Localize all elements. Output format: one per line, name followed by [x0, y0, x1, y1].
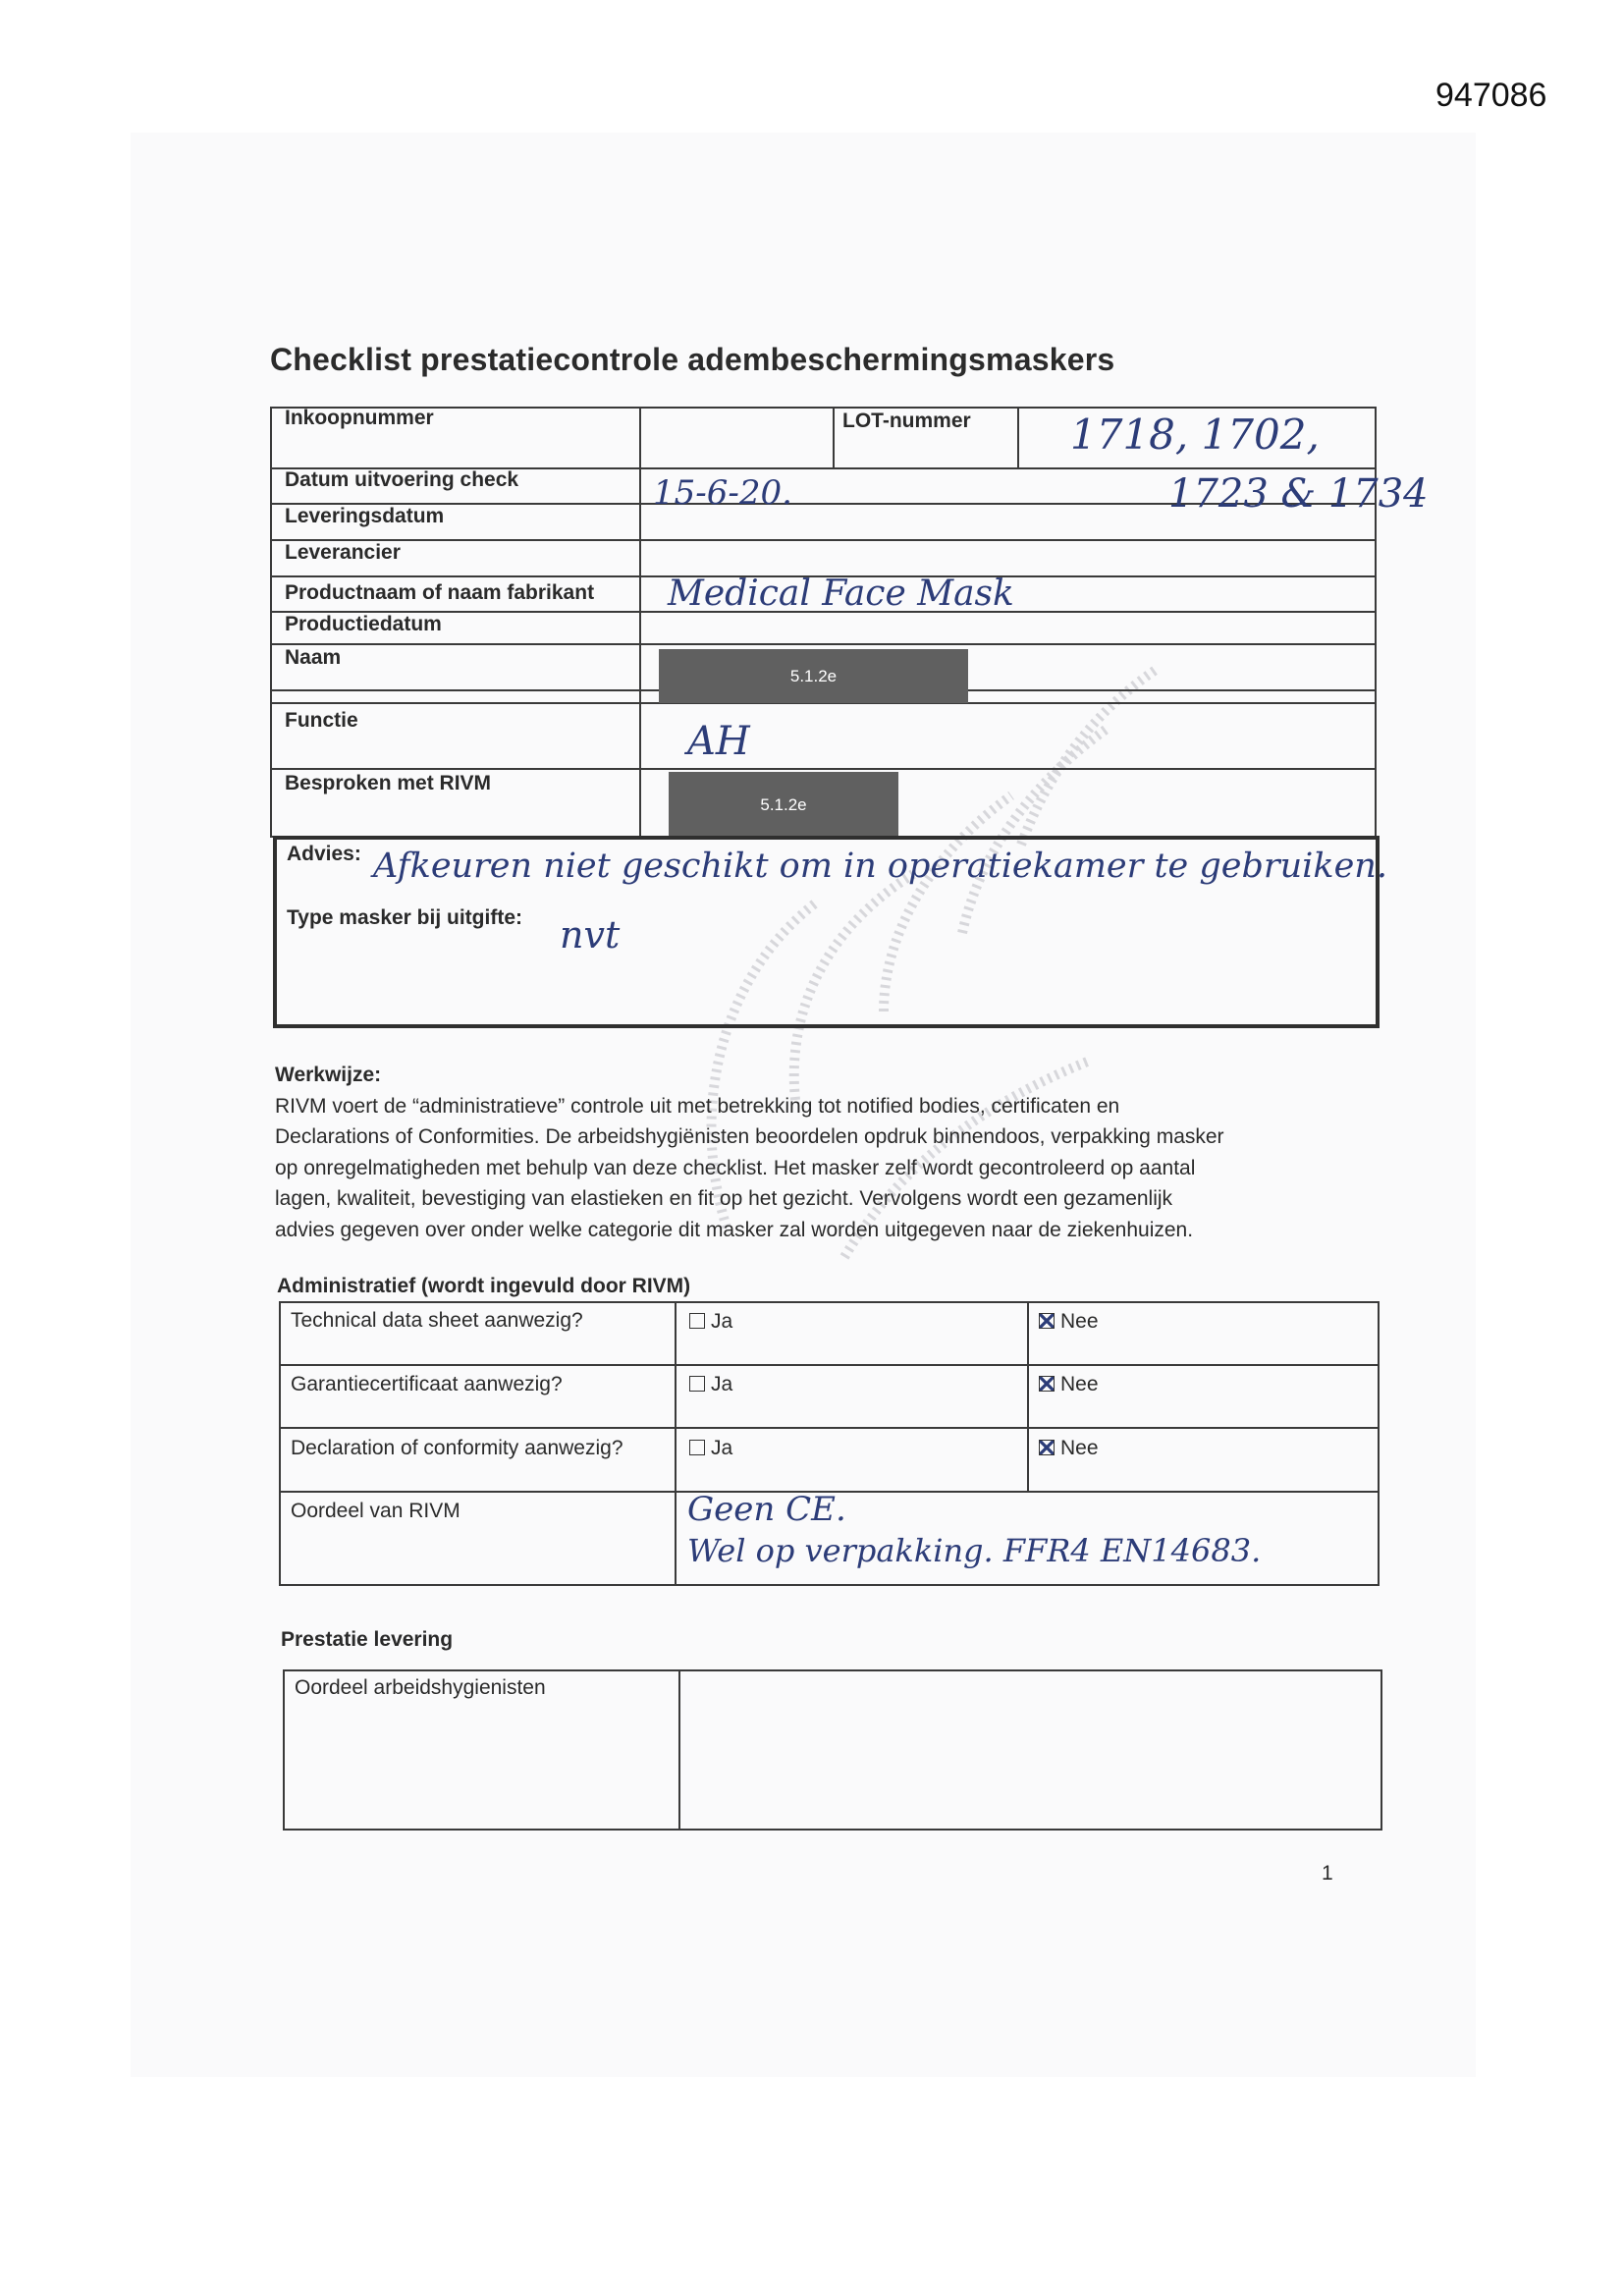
checkbox-icon[interactable] — [689, 1313, 705, 1329]
option-nee-checked[interactable] — [1039, 1310, 1099, 1334]
werkwijze-line: RIVM voert de “administratieve” controle uit met betrekking tot notified bodies, certificaten en — [275, 1095, 1120, 1118]
besproken-label: Besproken met RIVM — [285, 772, 492, 794]
question-garantiecertificaat: Garantiecertificaat aanwezig? — [291, 1373, 563, 1395]
row-divider — [270, 539, 1377, 541]
datum-value: 15-6-20. — [653, 473, 792, 513]
checked-checkbox-icon[interactable] — [1039, 1376, 1055, 1392]
leverancier-label: Leverancier — [285, 541, 401, 564]
checked-checkbox-icon[interactable] — [1039, 1313, 1055, 1329]
option-ja-label: Ja — [711, 1373, 733, 1395]
leveringsdatum-label: Leveringsdatum — [285, 505, 445, 527]
administratief-heading: Administratief (wordt ingevuld door RIVM) — [277, 1275, 691, 1297]
row-divider — [279, 1427, 1380, 1429]
type-masker-value: nvt — [560, 913, 621, 957]
productnaam-label: Productnaam of naam fabrikant — [285, 581, 595, 604]
lot-value-line2: 1723 & 1734 — [1168, 471, 1429, 517]
option-nee-label: Nee — [1060, 1437, 1099, 1459]
naam-redaction: 5.1.2e — [659, 649, 968, 703]
document-id: 947086 — [1435, 77, 1547, 114]
question-declaration-of-conformity: Declaration of conformity aanwezig? — [291, 1437, 623, 1459]
option-nee-checked[interactable] — [1039, 1437, 1099, 1460]
row-divider — [270, 768, 1377, 770]
oordeel-arbeidshygienisten-label: Oordeel arbeidshygienisten — [295, 1676, 546, 1699]
column-divider — [833, 407, 835, 467]
productnaam-value: Medical Face Mask — [668, 574, 1014, 614]
oordeel-rivm-label: Oordeel van RIVM — [291, 1500, 460, 1522]
oordeel-rivm-value-line1: Geen CE. — [687, 1490, 846, 1529]
column-divider — [1027, 1301, 1029, 1492]
option-ja[interactable] — [689, 1373, 732, 1396]
prestatie-heading: Prestatie levering — [281, 1628, 454, 1651]
column-divider — [1017, 407, 1019, 467]
productiedatum-label: Productiedatum — [285, 613, 442, 635]
lot-label: LOT-nummer — [842, 410, 971, 432]
column-divider — [639, 643, 641, 838]
werkwijze-line: advies gegeven over onder welke categorie dit masker zal worden uitgegeven naar de ziekenhuizen. — [275, 1218, 1194, 1241]
werkwijze-paragraph — [275, 1091, 1335, 1245]
lot-value-line1: 1718, 1702, — [1070, 410, 1320, 459]
option-nee-checked[interactable] — [1039, 1373, 1099, 1396]
option-nee-label: Nee — [1060, 1310, 1099, 1333]
row-divider — [279, 1364, 1380, 1366]
advies-label: Advies: — [287, 843, 361, 865]
werkwijze-line: lagen, kwaliteit, bevestiging van elastieken en fit op het gezicht. Vervolgens wordt een gezamenlijk — [275, 1187, 1173, 1211]
checked-checkbox-icon[interactable] — [1039, 1440, 1055, 1455]
checkbox-icon[interactable] — [689, 1440, 705, 1455]
besproken-redaction: 5.1.2e — [669, 772, 898, 838]
question-technical-data-sheet: Technical data sheet aanwezig? — [291, 1309, 583, 1332]
werkwijze-line: op onregelmatigheden met behulp van deze checklist. Het masker zelf wordt gecontroleerd op aantal — [275, 1156, 1196, 1179]
type-masker-label: Type masker bij uitgifte: — [287, 906, 522, 929]
naam-label: Naam — [285, 646, 342, 669]
option-ja[interactable] — [689, 1310, 732, 1334]
form-title: Checklist prestatiecontrole adembeschermingsmaskers — [270, 342, 1115, 377]
functie-value: AH — [687, 719, 750, 764]
datum-label: Datum uitvoering check — [285, 468, 519, 491]
page-number: 1 — [1322, 1862, 1333, 1885]
option-nee-label: Nee — [1060, 1373, 1099, 1395]
werkwijze-line: Declarations of Conformities. De arbeidshygiënisten beoordelen opdruk binnendoos, verpakking masker — [275, 1125, 1224, 1149]
advies-value: Afkeuren niet geschikt om in operatiekamer te gebruiken. — [373, 847, 1387, 886]
column-divider — [678, 1669, 680, 1831]
inkoopnummer-label: Inkoopnummer — [285, 407, 434, 429]
column-divider — [675, 1301, 677, 1586]
werkwijze-heading: Werkwijze: — [275, 1064, 382, 1086]
option-ja[interactable] — [689, 1437, 732, 1460]
functie-label: Functie — [285, 709, 358, 732]
option-ja-label: Ja — [711, 1310, 733, 1333]
option-ja-label: Ja — [711, 1437, 733, 1459]
checkbox-icon[interactable] — [689, 1376, 705, 1392]
oordeel-rivm-value-line2: Wel op verpakking. FFR4 EN14683. — [687, 1532, 1262, 1569]
